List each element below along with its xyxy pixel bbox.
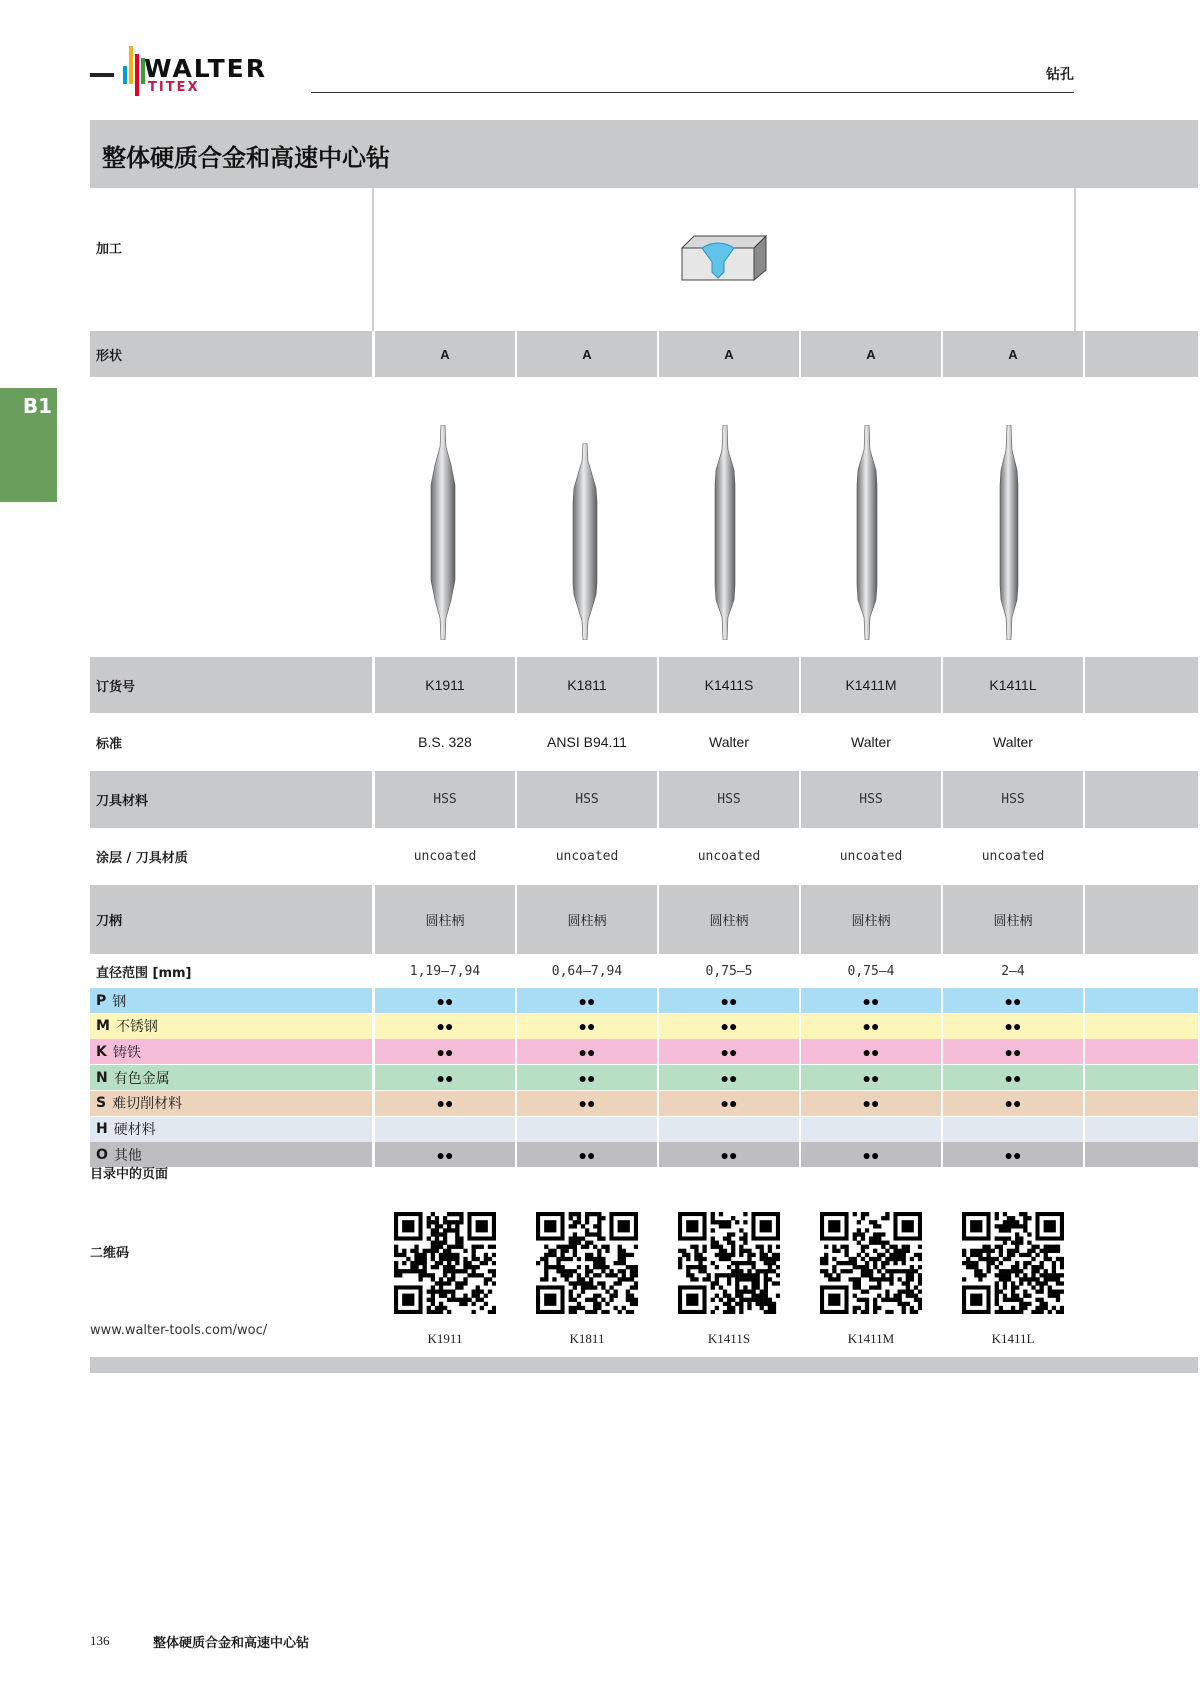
material-row-p (90, 988, 1198, 1013)
suitability-rating: ●● (375, 1014, 515, 1039)
suitability-rating: ●● (517, 1014, 657, 1039)
coating-row (90, 828, 1198, 885)
suitability-rating: ●● (943, 1091, 1083, 1116)
suitability-rating: ●● (943, 1014, 1083, 1039)
material-name: 难切削材料 (112, 1096, 183, 1113)
empty-cell (1085, 885, 1198, 954)
empty-cell (1085, 657, 1198, 713)
page-number: 136 (90, 1633, 110, 1648)
coating-value: uncoated (413, 849, 477, 864)
column-divider (372, 188, 374, 331)
standard-value: Walter (709, 734, 749, 750)
material-letter: K (96, 1043, 107, 1060)
material-label (90, 988, 372, 1013)
qr-code-caption: K1411L (991, 1331, 1035, 1346)
qr-code-caption: K1911 (427, 1331, 463, 1346)
standard-value: ANSI B94.11 (547, 734, 627, 750)
material-label (90, 1065, 372, 1090)
logo-subbrand: TITEX (148, 80, 200, 95)
diameter-value: 0,75–4 (847, 963, 895, 979)
material-letter: H (96, 1121, 108, 1137)
material-row-h (90, 1117, 1198, 1142)
material-letter: P (96, 992, 107, 1009)
suitability-rating: ●● (801, 1091, 941, 1116)
suitability-rating: ●● (375, 1065, 515, 1090)
logo-bar-red (135, 54, 139, 96)
standard-row (90, 713, 1198, 771)
drill-image-k1411l (997, 425, 1021, 640)
suitability-rating: ●● (517, 1091, 657, 1116)
standard-value: Walter (993, 734, 1033, 750)
standard-label: 标准 (96, 736, 123, 752)
walter-titex-logo (90, 44, 290, 96)
shape-label: 形状 (90, 331, 372, 377)
suitability-rating: ●● (801, 1014, 941, 1039)
material-name: 铸铁 (112, 1044, 141, 1061)
suitability-rating: ●● (517, 1142, 657, 1167)
material-label (90, 1039, 372, 1064)
material-label (90, 1117, 372, 1142)
qr-code-k1811[interactable] (536, 1212, 638, 1314)
material-name: 硬材料 (113, 1122, 156, 1138)
header-divider (311, 92, 1074, 93)
suitability-rating: ●● (801, 988, 941, 1013)
qr-code-caption: K1411S (707, 1331, 751, 1346)
table-footer-bar (90, 1357, 1198, 1373)
suitability-rating: ●● (943, 1065, 1083, 1090)
qr-code-k1411m[interactable] (820, 1212, 922, 1314)
material-label (90, 1091, 372, 1116)
drill-image-k1411m (854, 425, 880, 640)
qr-code-label: 二维码 (90, 1246, 130, 1261)
material-letter: S (96, 1095, 107, 1112)
shank-value: 圆柱柄 (375, 885, 515, 954)
suitability-rating: ●● (801, 1065, 941, 1090)
suitability-rating: ●● (375, 1142, 515, 1167)
suitability-rating (801, 1117, 941, 1142)
order-number: K1411S (659, 657, 799, 713)
order-number: K1411L (943, 657, 1083, 713)
empty-cell (1085, 331, 1198, 377)
page-title: 整体硬质合金和高速中心钻 (102, 144, 390, 172)
order-number: K1811 (517, 657, 657, 713)
material-name: 有色金属 (113, 1070, 170, 1087)
standard-value: Walter (851, 734, 891, 750)
suitability-rating (659, 1117, 799, 1142)
chapter-tab-label: B1 (22, 394, 52, 418)
shank-value: 圆柱柄 (943, 885, 1083, 954)
suitability-rating: ●● (659, 1091, 799, 1116)
empty-cell (1085, 1039, 1198, 1064)
order-number-row (90, 657, 1198, 713)
drill-image-k1411s (712, 425, 738, 640)
drill-image-k1911 (428, 425, 458, 640)
material-letter: N (96, 1069, 108, 1086)
shank-value: 圆柱柄 (659, 885, 799, 954)
diameter-row (90, 954, 1198, 988)
shank-value: 圆柱柄 (801, 885, 941, 954)
suitability-rating: ●● (801, 1142, 941, 1167)
shape-value: A (943, 331, 1083, 377)
material-row-n (90, 1065, 1198, 1090)
diameter-value: 2–4 (1001, 963, 1025, 979)
shank-value: 圆柱柄 (517, 885, 657, 954)
order-number: K1911 (375, 657, 515, 713)
shape-value: A (517, 331, 657, 377)
suitability-rating: ●● (659, 1014, 799, 1039)
catalog-page-label: 目录中的页面 (90, 1167, 169, 1182)
material-row-s (90, 1091, 1198, 1116)
coating-value: uncoated (839, 849, 903, 864)
shape-value: A (659, 331, 799, 377)
empty-cell (1085, 1065, 1198, 1090)
center-drill-operation-icon (680, 234, 768, 282)
shape-row (90, 331, 1198, 377)
tool-material-row (90, 771, 1198, 828)
tool-material-label: 刀具材料 (90, 771, 372, 828)
suitability-rating (943, 1117, 1083, 1142)
suitability-rating: ●● (375, 1039, 515, 1064)
suitability-rating: ●● (659, 1065, 799, 1090)
tool-material-value: HSS (943, 771, 1083, 828)
section-label: 钻孔 (1046, 67, 1074, 83)
suitability-rating: ●● (375, 988, 515, 1013)
column-divider (1074, 188, 1076, 331)
suitability-rating: ●● (943, 1039, 1083, 1064)
material-name: 其他 (113, 1147, 142, 1164)
empty-cell (1085, 1091, 1198, 1116)
tool-material-value: HSS (375, 771, 515, 828)
empty-cell (1085, 771, 1198, 828)
logo-wordmark: WALTER (144, 54, 267, 83)
logo-bar-yellow (129, 46, 133, 84)
tool-material-value: HSS (517, 771, 657, 828)
suitability-rating: ●● (659, 988, 799, 1013)
empty-cell (1085, 988, 1198, 1013)
coating-value: uncoated (981, 849, 1045, 864)
processing-label: 加工 (96, 242, 123, 257)
title-bar (90, 120, 1198, 188)
footer-title: 整体硬质合金和高速中心钻 (153, 1636, 310, 1651)
order-number: K1411M (801, 657, 941, 713)
material-name: 钢 (112, 993, 127, 1010)
qr-code-caption: K1811 (569, 1331, 605, 1346)
diameter-value: 1,19–7,94 (409, 963, 481, 979)
suitability-rating: ●● (943, 1142, 1083, 1167)
material-row-k (90, 1039, 1198, 1064)
diameter-value: 0,75–5 (705, 963, 753, 979)
suitability-rating: ●● (375, 1091, 515, 1116)
suitability-rating (517, 1117, 657, 1142)
material-row-m (90, 1014, 1198, 1039)
suitability-rating: ●● (659, 1039, 799, 1064)
standard-value: B.S. 328 (418, 734, 472, 750)
material-label (90, 1014, 372, 1039)
suitability-rating: ●● (943, 988, 1083, 1013)
coating-value: uncoated (697, 849, 761, 864)
order-number-label: 订货号 (90, 657, 372, 713)
suitability-rating: ●● (659, 1142, 799, 1167)
qr-code-caption: K1411M (847, 1331, 895, 1346)
suitability-rating (375, 1117, 515, 1142)
tool-material-value: HSS (659, 771, 799, 828)
shank-row (90, 885, 1198, 954)
material-letter: M (96, 1018, 110, 1035)
empty-cell (1085, 1014, 1198, 1039)
coating-value: uncoated (555, 849, 619, 864)
shank-label: 刀柄 (90, 885, 372, 954)
material-name: 不锈钢 (115, 1019, 158, 1036)
tool-material-value: HSS (801, 771, 941, 828)
logo-dash (90, 73, 114, 77)
qr-code-k1411l[interactable] (962, 1212, 1064, 1314)
material-letter: O (96, 1146, 108, 1163)
suitability-rating: ●● (517, 988, 657, 1013)
chapter-tab[interactable] (0, 388, 57, 502)
shape-value: A (375, 331, 515, 377)
qr-code-k1411s[interactable] (678, 1212, 780, 1314)
diameter-label: 直径范围 [mm] (96, 965, 192, 981)
qr-code-k1911[interactable] (394, 1212, 496, 1314)
empty-cell (1085, 1117, 1198, 1142)
coating-label: 涂层 / 刀具材质 (96, 851, 188, 866)
drill-image-k1811 (570, 443, 600, 640)
suitability-rating: ●● (517, 1039, 657, 1064)
shape-value: A (801, 331, 941, 377)
suitability-rating: ●● (517, 1065, 657, 1090)
empty-cell (1085, 1142, 1198, 1167)
woc-url[interactable]: www.walter-tools.com/woc/ (90, 1323, 268, 1338)
diameter-value: 0,64–7,94 (551, 963, 623, 979)
suitability-rating: ●● (801, 1039, 941, 1064)
logo-bar-blue (123, 66, 127, 84)
material-row-o (90, 1142, 1198, 1167)
